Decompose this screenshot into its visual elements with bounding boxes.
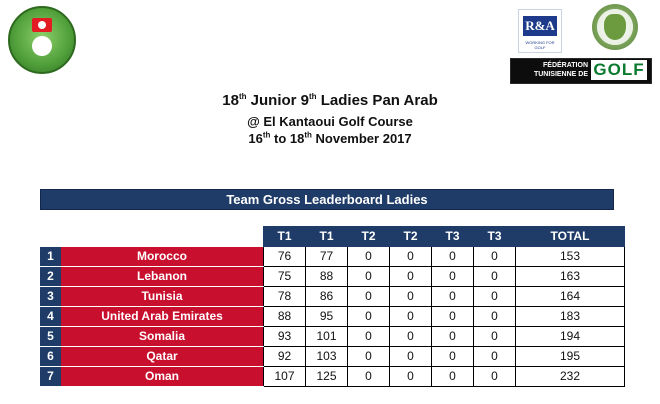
score-cell: 0: [348, 307, 390, 327]
score-cell: 103: [306, 347, 348, 367]
team-cell: United Arab Emirates: [61, 307, 264, 327]
score-cell: 88: [264, 307, 306, 327]
rank-cell: 6: [40, 347, 61, 367]
score-cell: 88: [306, 267, 348, 287]
rank-cell: 7: [40, 367, 61, 387]
score-cell: 93: [264, 327, 306, 347]
total-cell: 183: [516, 307, 625, 327]
score-cell: 0: [432, 287, 474, 307]
score-cell: 77: [306, 247, 348, 267]
score-cell: 0: [390, 367, 432, 387]
score-cell: 0: [474, 367, 516, 387]
team-cell: Oman: [61, 367, 264, 387]
ftg-golf-word: GOLF: [591, 60, 647, 80]
event-venue: @ El Kantaoui Golf Course: [247, 114, 413, 129]
score-cell: 0: [432, 267, 474, 287]
score-cell: 0: [390, 267, 432, 287]
score-cell: 0: [348, 287, 390, 307]
total-cell: 195: [516, 347, 625, 367]
col-header-total: TOTAL: [516, 227, 625, 247]
rank-cell: 3: [40, 287, 61, 307]
table-row: [40, 267, 625, 287]
score-cell: 0: [474, 247, 516, 267]
table-row: [40, 327, 625, 347]
score-cell: 76: [264, 247, 306, 267]
arab-map-icon: [604, 14, 626, 40]
leaderboard-banner: Team Gross Leaderboard Ladies: [40, 189, 614, 210]
score-cell: 0: [348, 347, 390, 367]
randa-logo-mark: R&A: [523, 16, 557, 36]
arab-golf-federation-logo: [592, 4, 638, 50]
score-cell: 0: [432, 247, 474, 267]
team-cell: Qatar: [61, 347, 264, 367]
team-cell: Somalia: [61, 327, 264, 347]
score-cell: 0: [474, 327, 516, 347]
tunisia-golf-federation-logo: [8, 6, 76, 74]
ftg-line2: TUNISIENNE DE: [533, 71, 588, 78]
col-header: T3: [474, 227, 516, 247]
score-cell: 0: [348, 247, 390, 267]
rank-cell: 2: [40, 267, 61, 287]
ftg-line1: FÉDÉRATION: [543, 62, 588, 69]
score-cell: 0: [390, 287, 432, 307]
score-cell: 86: [306, 287, 348, 307]
randa-logo: [518, 9, 562, 53]
team-cell: Lebanon: [61, 267, 264, 287]
flag-icon: [32, 18, 52, 32]
col-header: T2: [390, 227, 432, 247]
col-header: T1: [306, 227, 348, 247]
total-cell: 232: [516, 367, 625, 387]
total-cell: 194: [516, 327, 625, 347]
total-cell: 153: [516, 247, 625, 267]
score-cell: 0: [474, 347, 516, 367]
score-cell: 101: [306, 327, 348, 347]
event-title: 18th Junior 9th Ladies Pan Arab: [222, 92, 438, 109]
score-cell: 95: [306, 307, 348, 327]
score-cell: 0: [348, 267, 390, 287]
score-cell: 0: [348, 367, 390, 387]
header-row: [40, 227, 625, 247]
leaderboard-table: [40, 226, 625, 387]
score-cell: 75: [264, 267, 306, 287]
score-cell: 0: [474, 307, 516, 327]
score-cell: 0: [390, 347, 432, 367]
rank-cell: 1: [40, 247, 61, 267]
total-cell: 163: [516, 267, 625, 287]
table-row: [40, 307, 625, 327]
rank-cell: 5: [40, 327, 61, 347]
score-cell: 0: [390, 327, 432, 347]
score-cell: 0: [474, 267, 516, 287]
score-cell: 92: [264, 347, 306, 367]
total-cell: 164: [516, 287, 625, 307]
table-row: [40, 347, 625, 367]
score-cell: 125: [306, 367, 348, 387]
score-cell: 0: [432, 307, 474, 327]
score-cell: 0: [390, 247, 432, 267]
table-row: [40, 367, 625, 387]
team-cell: Morocco: [61, 247, 264, 267]
score-cell: 0: [390, 307, 432, 327]
federation-tunisienne-golf-logo: [510, 58, 652, 84]
table-row: [40, 287, 625, 307]
event-dates: 16th to 18th November 2017: [248, 130, 412, 146]
score-cell: 0: [348, 327, 390, 347]
score-cell: 0: [474, 287, 516, 307]
golf-ball-icon: [32, 36, 52, 56]
score-cell: 0: [432, 367, 474, 387]
rank-cell: 4: [40, 307, 61, 327]
score-cell: 0: [432, 327, 474, 347]
randa-logo-tagline: WORKING FOR GOLF: [525, 40, 555, 50]
score-cell: 0: [432, 347, 474, 367]
col-header: T1: [264, 227, 306, 247]
col-header: T3: [432, 227, 474, 247]
table-row: [40, 247, 625, 267]
score-cell: 107: [264, 367, 306, 387]
team-cell: Tunisia: [61, 287, 264, 307]
col-header: T2: [348, 227, 390, 247]
score-cell: 78: [264, 287, 306, 307]
